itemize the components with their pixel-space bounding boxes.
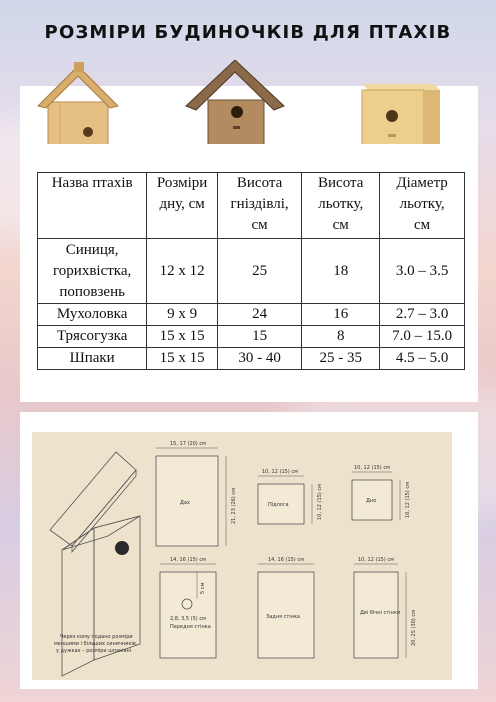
bottom-height-label: 10, 12 (15) см bbox=[317, 484, 323, 520]
base-cell: 15 x 15 bbox=[147, 348, 218, 370]
header-text: Висота bbox=[318, 175, 364, 191]
header-text: льотку, bbox=[318, 196, 364, 212]
hole-height-cell: 16 bbox=[302, 304, 380, 326]
bird-name-cell: Трясогузка bbox=[38, 326, 147, 348]
roof-label: Дах bbox=[180, 500, 190, 506]
birdhouse-plan-drawing bbox=[32, 432, 452, 680]
part-front-wall bbox=[160, 572, 216, 658]
roof-width-label: 15, 17 (20) см bbox=[170, 441, 206, 447]
table-row bbox=[38, 304, 465, 326]
bird-name-cell: Шпаки bbox=[38, 348, 147, 370]
table-row bbox=[38, 348, 465, 370]
birdhouse-size-table bbox=[37, 172, 465, 370]
birdhouse-middle-image bbox=[186, 60, 284, 144]
nest-height-cell: 24 bbox=[217, 304, 301, 326]
header-text: Висота bbox=[236, 175, 283, 191]
nest-height-cell: 25 bbox=[217, 239, 301, 304]
header-base-size bbox=[147, 173, 218, 239]
side-wall-label: Дві бічні стінки bbox=[360, 610, 401, 616]
nest-height-cell: 15 bbox=[217, 326, 301, 348]
back-width-label: 14, 16 (15) см bbox=[268, 557, 304, 563]
hole-diameter-cell: 2.7 – 3.0 bbox=[380, 304, 465, 326]
birdhouse-illustrations bbox=[20, 60, 478, 144]
hole-height-cell: 18 bbox=[302, 239, 380, 304]
bird-name-line: Синиця, bbox=[65, 241, 119, 258]
header-text: Назва птахів bbox=[51, 175, 133, 191]
base-cell: 9 x 9 bbox=[147, 304, 218, 326]
base-cell: 12 x 12 bbox=[147, 239, 218, 304]
front-width-label: 14, 16 (15) см bbox=[170, 557, 206, 563]
roof-height-label: 21, 23 (26) см bbox=[231, 488, 237, 524]
side-width-label: 10, 12 (15) см bbox=[358, 557, 394, 563]
header-text: Розміри bbox=[156, 175, 208, 191]
plan-svg bbox=[32, 432, 452, 680]
hole-height-cell: 25 - 35 bbox=[302, 348, 380, 370]
hole-height-cell: 8 bbox=[302, 326, 380, 348]
base-cell: 15 x 15 bbox=[147, 326, 218, 348]
hole-diameter-cell: 7.0 – 15.0 bbox=[380, 326, 465, 348]
header-text: гніздівлі, bbox=[230, 196, 289, 212]
bird-name-cell: Мухоловка bbox=[38, 304, 147, 326]
back-wall-label: Задня стінка bbox=[266, 614, 300, 620]
caption-line: у дужках – розміри шпаківні bbox=[56, 648, 132, 654]
nest-height-cell: 30 - 40 bbox=[217, 348, 301, 370]
header-nest-height bbox=[217, 173, 301, 239]
floor-width-label: 10, 12 (15) см bbox=[354, 465, 390, 471]
hole-diameter-cell: 4.5 – 5.0 bbox=[380, 348, 465, 370]
header-text: Діаметр bbox=[396, 175, 448, 191]
birdhouse-right-image bbox=[362, 84, 440, 144]
header-hole-height bbox=[302, 173, 380, 239]
table-row bbox=[38, 326, 465, 348]
assembled-hole bbox=[115, 541, 129, 555]
bird-name-cell bbox=[38, 239, 147, 304]
side-height-label: 20, 25 (30) см bbox=[411, 610, 417, 646]
hole-diameter-cell: 3.0 – 3.5 bbox=[380, 239, 465, 304]
header-hole-diameter bbox=[380, 173, 465, 239]
table-header-row bbox=[38, 173, 465, 239]
bottom-width-label: 10, 12 (15) см bbox=[262, 469, 298, 475]
header-text: дну, см bbox=[159, 196, 205, 212]
assembled-roof bbox=[50, 452, 136, 546]
birdhouse-left-image bbox=[38, 62, 118, 144]
front-hole-height-label: 5 см bbox=[200, 582, 206, 594]
header-bird-name bbox=[38, 173, 147, 239]
header-text: см bbox=[332, 217, 349, 233]
front-hole-diameter-label: 2,8, 3,5 (5) см bbox=[170, 616, 206, 622]
bottom-label: Підлога bbox=[268, 502, 289, 508]
table-row bbox=[38, 239, 465, 304]
page-title: РОЗМІРИ БУДИНОЧКІВ ДЛЯ ПТАХІВ bbox=[44, 22, 452, 43]
caption-line: меншими і більших синичників, bbox=[54, 641, 138, 647]
header-text: льотку, bbox=[399, 196, 445, 212]
bird-name-line: поповзень bbox=[59, 283, 125, 300]
floor-height-label: 10, 12 (15) см bbox=[405, 482, 411, 518]
header-text: см bbox=[414, 217, 431, 233]
front-wall-label: Передня стінка bbox=[170, 624, 211, 630]
floor-label: Дно bbox=[366, 498, 377, 504]
caption-line: Через кому подано розміри bbox=[60, 634, 133, 640]
bird-name-line: горихвістка, bbox=[53, 262, 132, 279]
header-text: см bbox=[251, 217, 268, 233]
